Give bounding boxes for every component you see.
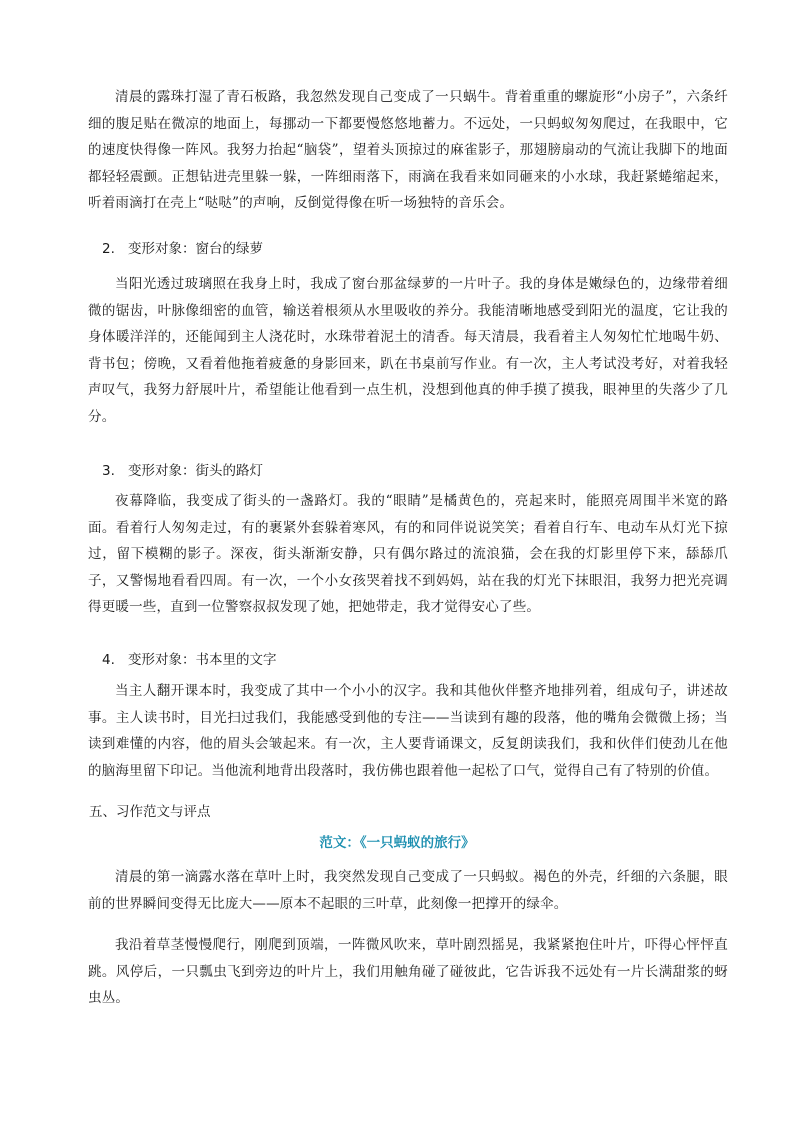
item-number: 3. [102, 463, 115, 479]
essay-paragraph: 我沿着草茎慢慢爬行，刚爬到顶端，一阵微风吹来，草叶剧烈摇晃，我紧紧抱住叶片，吓得心怦怦直跳。风停后，一只瓢虫飞到旁边的叶片上，我们用触角碰了碰彼此，它告诉我不远处有一片长满甜浆的蚜虫丛。 [88, 937, 728, 1006]
essay-paragraph: 清晨的第一滴露水落在草叶上时，我突然发现自己变成了一只蚂蚁。褐色的外壳，纤细的六条腿，眼前的世界瞬间变得无比庞大——原本不起眼的三叶草，此刻像一把撑开的绿伞。 [88, 869, 728, 912]
essay-title: 范文：《一只蚂蚁的旅行》 [319, 835, 475, 851]
item-body-2: 当阳光透过玻璃照在我身上时，我成了窗台那盆绿萝的一片叶子。我的身体是嫩绿色的，边缘带着细微的锯齿，叶脉像细密的血管，输送着根须从水里吸收的养分。我能清晰地感受到阳光的温度，它让我的身体暖洋洋的，还能闻到主人浇花时，水珠带着泥土的清香。每天清晨，我看着主人匆匆忙忙地喝牛奶、背书包；傍晚，又看着他拖着疲惫的身影回来，趴在书桌前写作业。有一次，主人考试没考好，对着我轻声叹气，我努力舒展叶片，希望能让他看到一点生机，没想到他真的伸手摸了摸我，眼神里的失落少了几分。 [88, 276, 728, 425]
item-heading-4 [102, 649, 277, 671]
item-number: 4. [102, 652, 115, 668]
intro-paragraph: 清晨的露珠打湿了青石板路，我忽然发现自己变成了一只蜗牛。背着重重的螺旋形“小房子”，六条纤细的腹足贴在微凉的地面上，每挪动一下都要慢悠悠地蓄力。不远处，一只蚂蚁匆匆爬过，在我眼中，它的速度快得像一阵风。我努力抬起“脑袋”，望着头顶掠过的麻雀影子，那翅膀扇动的气流让我脚下的地面都轻轻震颤。正想钻进壳里躲一躲，一阵细雨落下，雨滴在我看来如同砸来的小水球，我赶紧蜷缩起来，听着雨滴打在壳上“哒哒”的声响，反倒觉得像在听一场独特的音乐会。 [88, 89, 728, 211]
section-title: 五、习作范文与评点 [89, 804, 211, 820]
item-number: 2. [102, 241, 115, 257]
item-title: 变形对象：书本里的文字 [128, 652, 277, 668]
item-title: 变形对象：窗台的绿萝 [128, 241, 263, 257]
item-heading-2 [102, 238, 263, 260]
item-body-3: 夜幕降临，我变成了街头的一盏路灯。我的“眼睛”是橘黄色的，亮起来时，能照亮周围半米宽的路面。看着行人匆匆走过，有的裹紧外套躲着寒风，有的和同伴说说笑笑；看着自行车、电动车从灯光下掠过，留下模糊的影子。深夜，街头渐渐安静，只有偶尔路过的流浪猫，会在我的灯影里停下来，舔舔爪子，又警惕地看看四周。有一次，一个小女孩哭着找不到妈妈，站在我的灯光下抹眼泪，我努力把光亮调得更暖一些，直到一位警察叔叔发现了她，把她带走，我才觉得安心了些。 [88, 493, 728, 615]
item-title: 变形对象：街头的路灯 [128, 463, 263, 479]
item-heading-3 [102, 460, 263, 482]
item-body-4: 当主人翻开课本时，我变成了其中一个小小的汉字。我和其他伙伴整齐地排列着，组成句子，讲述故事。主人读书时，目光扫过我们，我能感受到他的专注——当读到有趣的段落，他的嘴角会微微上扬；当读到难懂的内容，他的眉头会皱起来。有一次，主人要背诵课文，反复朗读我们，我和伙伴们使劲儿在他的脑海里留下印记。当他流利地背出段落时，我仿佛也跟着他一起松了口气，觉得自己有了特别的价值。 [88, 683, 728, 779]
